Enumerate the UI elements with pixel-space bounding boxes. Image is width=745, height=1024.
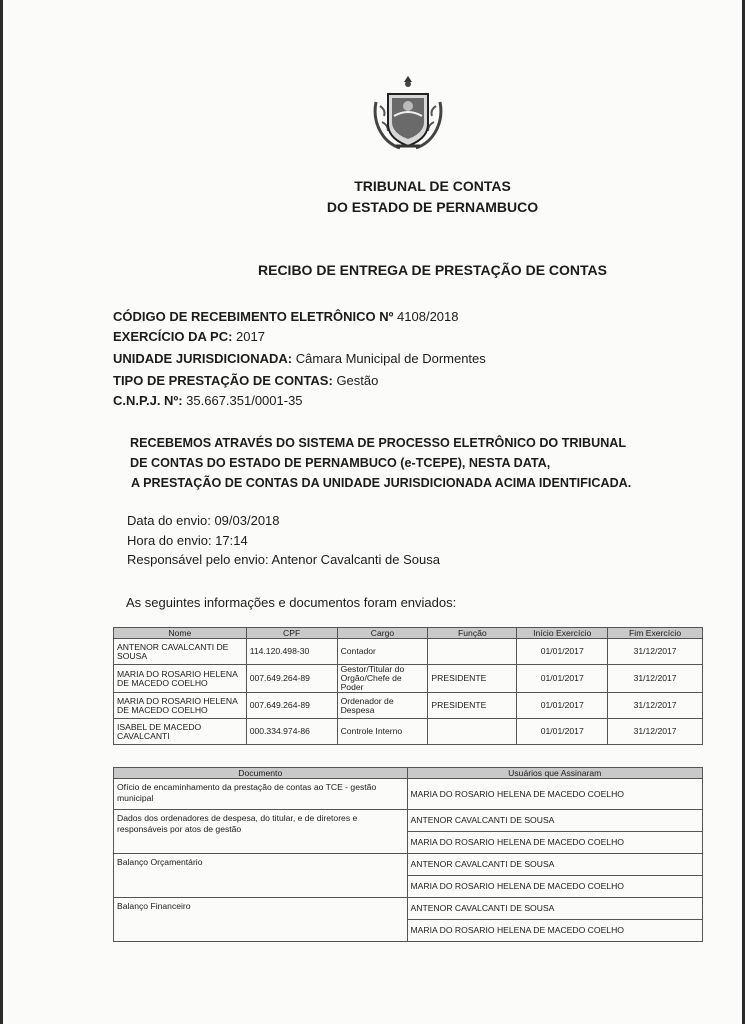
cell-documento: Balanço Orçamentário	[114, 854, 408, 898]
cell-signers	[407, 810, 702, 854]
people-table	[113, 627, 703, 745]
codigo-label: CÓDIGO DE RECEBIMENTO ELETRÔNICO Nº	[113, 309, 394, 324]
exercicio-field	[113, 329, 265, 344]
cnpj-value: 35.667.351/0001-35	[186, 393, 303, 408]
documents-table-header	[114, 768, 703, 779]
envio-responsavel: Responsável pelo envio: Antenor Cavalcanti de Sousa	[127, 552, 440, 567]
statement-line-2: DE CONTAS DO ESTADO DE PERNAMBUCO (e-TCEPE), NESTA DATA,	[130, 456, 551, 470]
institution-name-line-2: DO ESTADO DE PERNAMBUCO	[326, 199, 539, 215]
cell-funcao	[428, 719, 517, 745]
unidade-label: UNIDADE JURISDICIONADA:	[113, 351, 293, 366]
cell-documento: Dados dos ordenadores de despesa, do titular, e de diretores e responsáveis por atos de gestão	[114, 810, 408, 854]
cell-nome: ISABEL DE MACEDO CAVALCANTI	[114, 719, 247, 745]
header-funcao: Função	[428, 628, 517, 639]
table-row	[114, 693, 703, 719]
cell-signers	[407, 854, 702, 898]
unidade-field	[113, 351, 486, 366]
cell-nome: ANTENOR CAVALCANTI DE SOUSA	[114, 639, 247, 665]
signer-name: ANTENOR CAVALCANTI DE SOUSA	[408, 854, 702, 876]
signer-name: MARIA DO ROSARIO HELENA DE MACEDO COELHO	[410, 837, 624, 847]
header-usuarios: Usuários que Assinaram	[407, 768, 702, 779]
cell-documento: Ofício de encaminhamento da prestação de contas ao TCE - gestão municipal	[114, 779, 408, 810]
cell-cargo: Contador	[337, 639, 428, 665]
table-row	[114, 665, 703, 693]
cell-funcao: PRESIDENTE	[428, 693, 517, 719]
statement-line-3: A PRESTAÇÃO DE CONTAS DA UNIDADE JURISDICIONADA ACIMA IDENTIFICADA.	[131, 476, 632, 490]
institution-name-line-1: TRIBUNAL DE CONTAS	[354, 178, 511, 194]
exercicio-value: 2017	[236, 329, 265, 344]
tipo-label: TIPO DE PRESTAÇÃO DE CONTAS:	[113, 373, 333, 388]
header-cpf: CPF	[246, 628, 337, 639]
cell-documento: Balanço Financeiro	[114, 898, 408, 942]
cell-cpf: 007.649.264-89	[246, 693, 337, 719]
signer-name: ANTENOR CAVALCANTI DE SOUSA	[408, 810, 702, 832]
cell-inicio: 01/01/2017	[517, 665, 608, 693]
scan-edge-left	[0, 0, 3, 1024]
cell-cargo: Gestor/Titular do Orgão/Chefe de Poder	[337, 665, 428, 693]
tipo-field	[113, 373, 378, 388]
cell-funcao	[428, 639, 517, 665]
header-inicio: Início Exercício	[517, 628, 608, 639]
statement-line-1: RECEBEMOS ATRAVÉS DO SISTEMA DE PROCESSO ELETRÔNICO DO TRIBUNAL	[130, 436, 627, 450]
signer-name: MARIA DO ROSARIO HELENA DE MACEDO COELHO	[410, 881, 624, 891]
envio-data: Data do envio: 09/03/2018	[127, 513, 280, 528]
documents-table	[113, 767, 703, 942]
cell-signers	[407, 779, 702, 810]
cell-cpf: 114.120.498-30	[246, 639, 337, 665]
envio-intro: As seguintes informações e documentos foram enviados:	[126, 595, 457, 610]
cell-cpf: 000.334.974-86	[246, 719, 337, 745]
envio-hora: Hora do envio: 17:14	[127, 533, 248, 548]
cell-inicio: 01/01/2017	[517, 639, 608, 665]
header-fim: Fim Exercício	[608, 628, 703, 639]
table-row	[114, 810, 703, 854]
table-row	[114, 719, 703, 745]
table-row	[114, 779, 703, 810]
unidade-value: Câmara Municipal de Dormentes	[295, 351, 486, 366]
cell-funcao: PRESIDENTE	[428, 665, 517, 693]
cell-fim: 31/12/2017	[608, 719, 703, 745]
exercicio-label: EXERCÍCIO DA PC:	[113, 329, 233, 344]
cell-inicio: 01/01/2017	[517, 719, 608, 745]
cnpj-field	[113, 393, 303, 408]
cnpj-label: C.N.P.J. Nº:	[113, 393, 183, 408]
header-nome: Nome	[114, 628, 247, 639]
cell-fim: 31/12/2017	[608, 665, 703, 693]
codigo-value: 4108/2018	[397, 309, 459, 324]
codigo-field	[113, 309, 459, 324]
cell-nome: MARIA DO ROSARIO HELENA DE MACEDO COELHO	[114, 693, 247, 719]
cell-cpf: 007.649.264-89	[246, 665, 337, 693]
signer-name: MARIA DO ROSARIO HELENA DE MACEDO COELHO	[410, 925, 624, 935]
cell-inicio: 01/01/2017	[517, 693, 608, 719]
people-table-header	[114, 628, 703, 639]
cell-fim: 31/12/2017	[608, 693, 703, 719]
cell-signers	[407, 898, 702, 942]
cell-cargo: Ordenador de Despesa	[337, 693, 428, 719]
table-row	[114, 639, 703, 665]
pernambuco-coat-of-arms-icon	[370, 72, 446, 152]
tipo-value: Gestão	[336, 373, 379, 388]
header-cargo: Cargo	[337, 628, 428, 639]
cell-cargo: Controle Interno	[337, 719, 428, 745]
signer-name: ANTENOR CAVALCANTI DE SOUSA	[408, 898, 702, 920]
cell-nome: MARIA DO ROSARIO HELENA DE MACEDO COELHO	[114, 665, 247, 693]
cell-fim: 31/12/2017	[608, 639, 703, 665]
receipt-title: RECIBO DE ENTREGA DE PRESTAÇÃO DE CONTAS	[258, 262, 607, 278]
table-row	[114, 898, 703, 942]
header-documento: Documento	[114, 768, 408, 779]
signer-name: MARIA DO ROSARIO HELENA DE MACEDO COELHO	[410, 788, 624, 799]
table-row	[114, 854, 703, 898]
